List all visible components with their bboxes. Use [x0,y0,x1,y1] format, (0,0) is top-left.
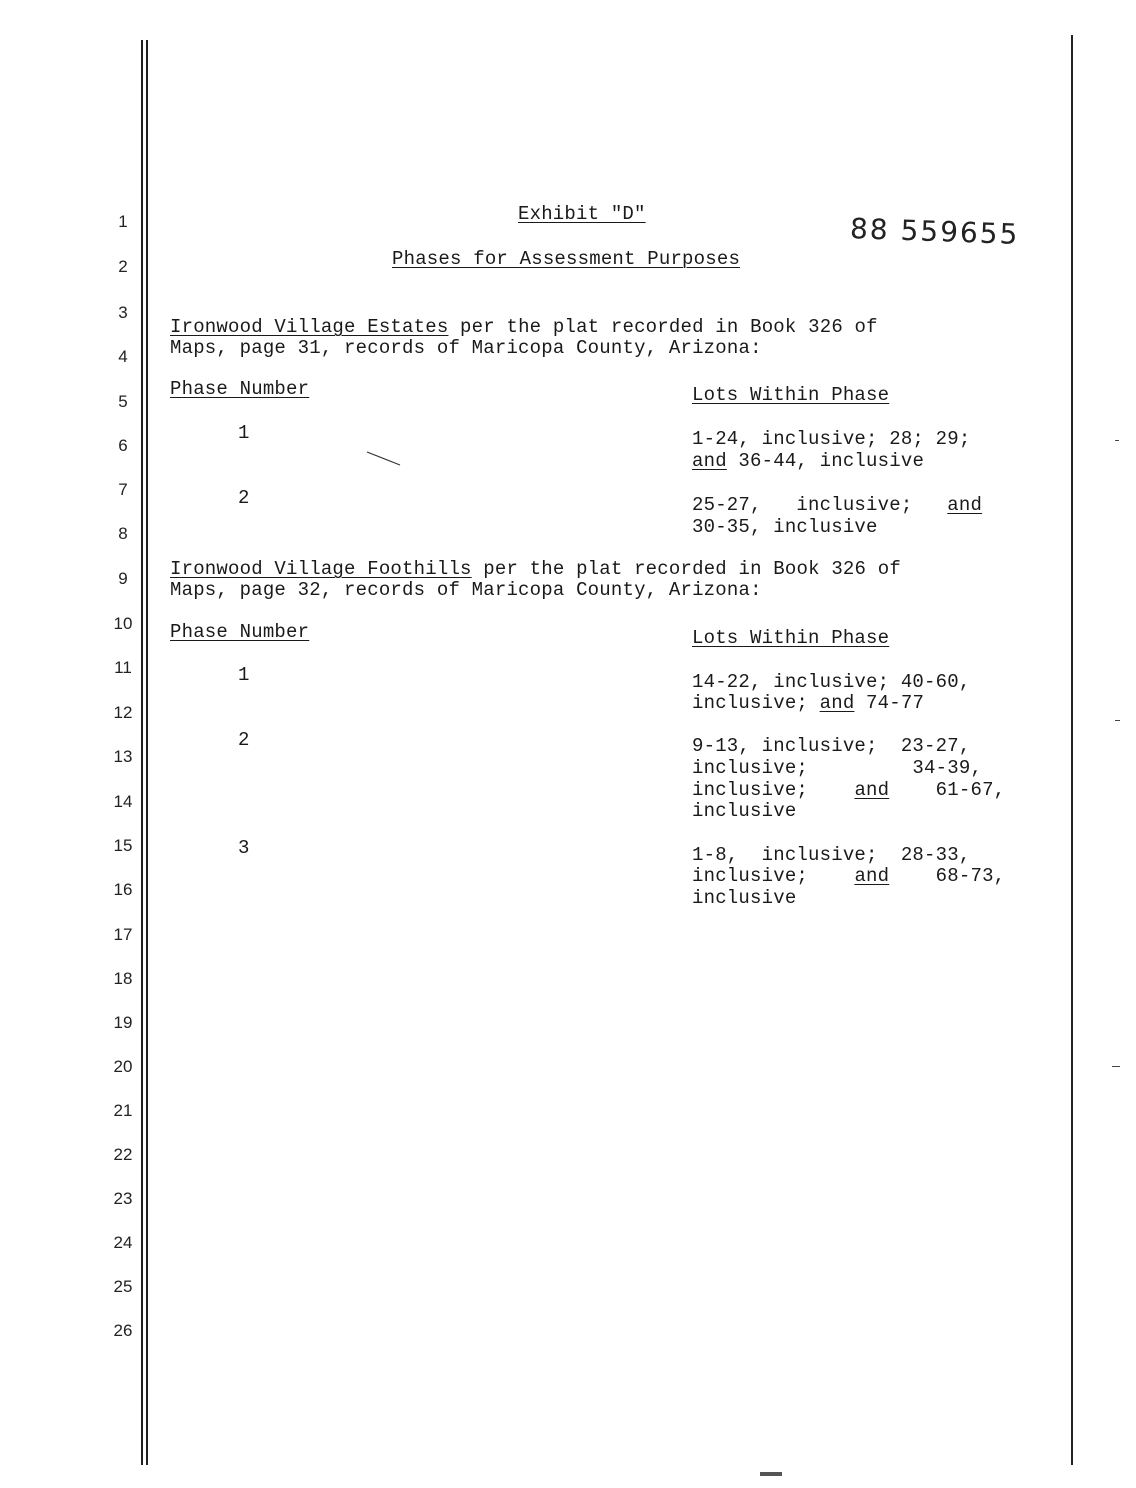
line-number: 6 [118,436,128,455]
subtitle: Phases for Assessment Purposes [392,248,741,270]
line-number: 25 [113,1277,133,1296]
scan-speck [1115,720,1120,721]
line-number: 19 [113,1013,133,1032]
foothills-description-line2: Maps, page 32, records of Maricopa County, Arizona: [170,579,762,601]
right-margin-rule [1071,35,1073,1465]
and-word: and [854,779,890,801]
lots-text: inclusive; [692,692,820,714]
and-word: and [947,494,983,516]
left-margin-rule-inner [146,40,148,1465]
foothills-desc-text: per the plat recorded in Book 326 of [471,558,901,580]
line-number: 14 [113,792,133,811]
line-number: 26 [113,1321,133,1340]
line-number: 17 [113,925,133,944]
line-number: 3 [118,303,128,322]
foothills-phase-lots: 9-13, inclusive; 23-27, [692,735,971,757]
foothills-phase-lots: inclusive [692,800,797,822]
recording-number-stamp: 88 559655 [849,212,1020,251]
foothills-phase-number: 2 [238,729,250,751]
scan-speck [1115,440,1119,441]
and-word: and [819,692,855,714]
line-number: 16 [113,880,133,899]
left-margin-rule [141,40,143,1465]
line-number: 15 [113,836,133,855]
line-number: 12 [113,703,133,722]
foothills-phase-lots: 1-8, inclusive; 28-33, [692,844,971,866]
line-number: 8 [118,524,128,543]
foothills-name: Ironwood Village Foothills [170,558,472,580]
line-number: 20 [113,1057,133,1076]
and-word: and [692,450,727,472]
estates-phase-lots: 30-35, inclusive [692,516,878,538]
foothills-phase-number: 3 [238,837,250,859]
estates-desc-text: per the plat recorded in Book 326 of [448,316,878,338]
line-number: 1 [118,212,128,231]
and-word: and [854,865,890,887]
line-number: 10 [113,614,133,633]
lots-text: 68-73, [889,865,1006,887]
pen-mark [365,450,405,470]
line-number: 23 [113,1189,133,1208]
foothills-phase-lots: 14-22, inclusive; 40-60, [692,671,971,693]
estates-description-line2: Maps, page 31, records of Maricopa County, Arizona: [170,337,762,359]
line-number: 13 [113,747,133,766]
lots-text: 25-27, inclusive; [692,494,948,516]
line-number: 22 [113,1145,133,1164]
estates-phase-number: 1 [238,422,250,444]
line-number: 5 [118,392,128,411]
foothills-col-phase-header: Phase Number [170,621,310,643]
line-number: 24 [113,1233,133,1252]
estates-phase-lots [692,495,982,516]
lots-text: inclusive; [692,779,855,801]
line-number: 2 [118,257,128,276]
line-number: 9 [118,569,128,588]
foothills-description-line1 [170,559,901,580]
foothills-col-lots-header: Lots Within Phase [692,627,890,649]
line-number: 18 [113,969,133,988]
estates-col-lots-header: Lots Within Phase [692,384,890,406]
foothills-phase-lots [692,693,924,714]
scan-speck [1112,1066,1120,1067]
line-number: 21 [113,1101,133,1120]
foothills-phase-lots [692,780,1005,801]
lots-text: inclusive; [692,865,855,887]
lots-text: 61-67, [889,779,1006,801]
scan-speck [760,1472,782,1476]
line-number: 4 [118,347,128,366]
foothills-phase-lots: inclusive [692,887,797,909]
exhibit-title: Exhibit "D" [518,203,646,225]
foothills-phase-lots: inclusive; 34-39, [692,757,983,779]
line-number: 11 [114,658,132,677]
lots-text: 74-77 [854,692,925,714]
foothills-phase-lots [692,866,1005,887]
estates-col-phase-header: Phase Number [170,378,310,400]
lots-text: 36-44, inclusive [726,450,925,472]
foothills-phase-number: 1 [238,664,250,686]
estates-name: Ironwood Village Estates [170,316,449,338]
estates-phase-lots: 1-24, inclusive; 28; 29; [692,428,971,450]
estates-phase-lots [692,451,924,472]
line-number: 7 [118,480,128,499]
estates-description-line1 [170,317,878,338]
estates-phase-number: 2 [238,487,250,509]
